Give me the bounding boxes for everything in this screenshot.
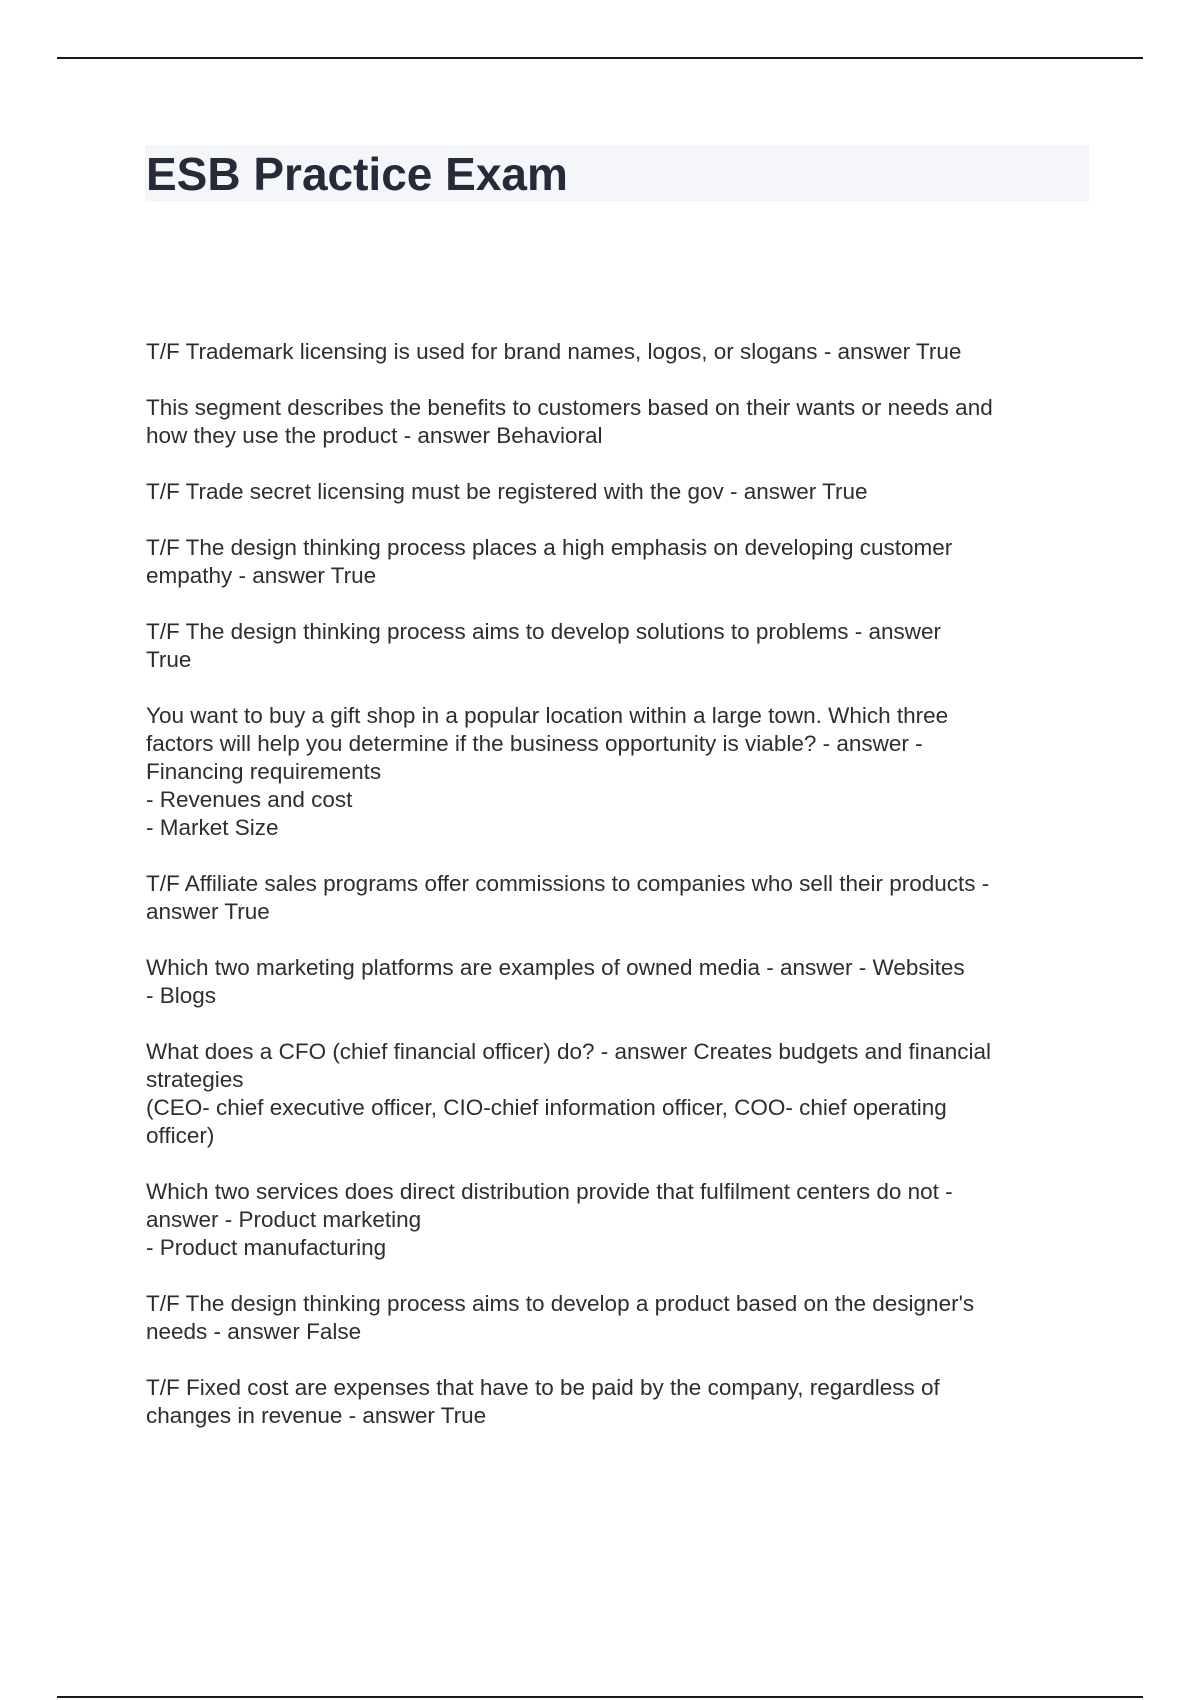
- qa-item: T/F The design thinking process aims to develop solutions to problems - answer True: [146, 619, 941, 672]
- bottom-rule: [57, 1696, 1143, 1698]
- qa-item: Which two marketing platforms are examples of owned media - answer - Websites - Blogs: [146, 955, 965, 1008]
- qa-item: T/F The design thinking process places a high emphasis on developing customer empathy - answer True: [146, 535, 953, 588]
- qa-list: [146, 338, 1092, 1458]
- qa-item: This segment describes the benefits to customers based on their wants or needs and how they use the product - answer Behavioral: [146, 395, 993, 448]
- qa-item: T/F Affiliate sales programs offer commissions to companies who sell their products - answer True: [146, 871, 990, 924]
- qa-item: Which two services does direct distribution provide that fulfilment centers do not - answer - Product marketing - Product manufacturing: [146, 1179, 953, 1260]
- qa-item: What does a CFO (chief financial officer) do? - answer Creates budgets and financial strategies (CEO- chief executive officer, CIO-chief information officer, COO- chief operating officer): [146, 1039, 992, 1148]
- top-rule: [57, 57, 1143, 59]
- qa-item: T/F Fixed cost are expenses that have to be paid by the company, regardless of changes in revenue - answer True: [146, 1375, 940, 1428]
- qa-item: You want to buy a gift shop in a popular location within a large town. Which three factors will help you determine if the business opportunity is viable? - answer - Financing requirements - Revenues and cost - Market Size: [146, 703, 949, 840]
- qa-item: T/F Trademark licensing is used for brand names, logos, or slogans - answer True: [146, 339, 962, 364]
- qa-item: T/F The design thinking process aims to develop a product based on the designer's needs - answer False: [146, 1291, 975, 1344]
- page-title: ESB Practice Exam: [146, 148, 568, 200]
- qa-item: T/F Trade secret licensing must be registered with the gov - answer True: [146, 479, 868, 504]
